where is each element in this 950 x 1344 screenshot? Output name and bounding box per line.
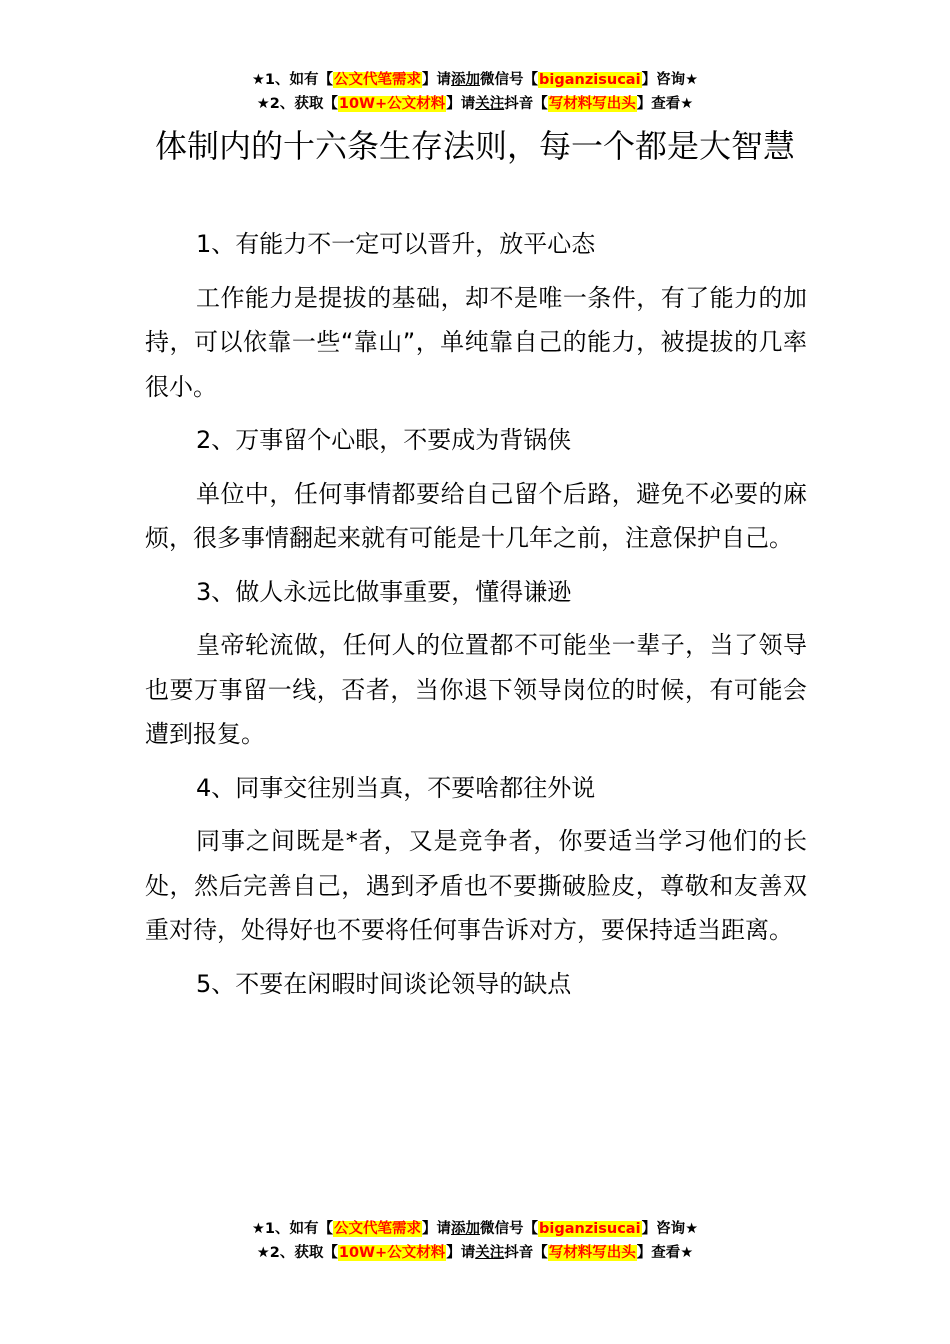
banner-line-1 (0, 1217, 950, 1241)
section-paragraph-2: 单位中，任何事情都要给自己留个后路，避免不必要的麻烦，很多事情翻起来就有可能是十几年之前，注意保护自己。 (145, 479, 807, 552)
document-body (145, 222, 807, 1015)
footer-banner (0, 1217, 950, 1265)
document-title: 体制内的十六条生存法则，每一个都是大智慧 (154, 127, 795, 165)
section-heading-5: 5、不要在闲暇时间谈论领导的缺点 (196, 969, 572, 998)
section-heading-4: 4、同事交往别当真，不要啥都往外说 (196, 773, 596, 802)
banner-text: 】请 (422, 72, 452, 88)
banner-text: ★1、如有【 (251, 1221, 334, 1237)
banner-line-2 (0, 92, 950, 116)
banner-text: 】请 (446, 1245, 476, 1261)
banner-text: 】请 (422, 1221, 452, 1237)
banner-text: 】查看★ (636, 1245, 694, 1261)
section-heading-1: 1、有能力不一定可以晋升，放平心态 (196, 230, 596, 258)
banner-underline-text: 关注 (475, 1245, 505, 1261)
highlight-service: 公文代笔需求 (334, 1221, 422, 1237)
banner-text: 】咨询★ (641, 1221, 699, 1237)
banner-text: 抖音【 (504, 1245, 548, 1261)
header-banner (0, 68, 950, 116)
banner-underline-text: 添加 (451, 72, 481, 88)
section-heading-3: 3、做人永远比做事重要，懂得谦逊 (196, 577, 572, 606)
banner-text: 】咨询★ (641, 72, 699, 88)
banner-text: 抖音【 (504, 96, 548, 112)
banner-line-1 (0, 68, 950, 92)
section-paragraph-3: 皇帝轮流做，任何人的位置都不可能坐一辈子，当了领导也要万事留一线，否者，当你退下领导岗位的时候，有可能会遭到报复。 (145, 631, 807, 748)
highlight-materials: 10W+公文材料 (338, 96, 446, 112)
section-heading-2: 2、万事留个心眼，不要成为背锅侠 (196, 426, 572, 454)
highlight-wechat-id: biganzisucai (539, 1221, 641, 1237)
highlight-service: 公文代笔需求 (334, 72, 422, 88)
banner-text: 微信号【 (480, 72, 539, 88)
highlight-materials: 10W+公文材料 (338, 1245, 446, 1261)
banner-underline-text: 关注 (475, 96, 505, 112)
banner-text: 微信号【 (480, 1221, 539, 1237)
highlight-douyin-account: 写材料写出头 (548, 96, 636, 112)
highlight-douyin-account: 写材料写出头 (548, 1245, 636, 1261)
banner-line-2 (0, 1241, 950, 1265)
banner-text: ★1、如有【 (251, 72, 334, 88)
banner-underline-text: 添加 (451, 1221, 481, 1237)
section-paragraph-4: 同事之间既是*者，又是竞争者，你要适当学习他们的长处，然后完善自己，遇到矛盾也不要撕破脸皮，尊敬和友善双重对待，处得好也不要将任何事告诉对方，要保持适当距离。 (145, 827, 807, 944)
banner-text: 】请 (446, 96, 476, 112)
banner-text: 】查看★ (636, 96, 694, 112)
section-paragraph-1: 工作能力是提拔的基础，却不是唯一条件，有了能力的加持，可以依靠一些“靠山”，单纯靠自己的能力，被提拔的几率很小。 (145, 283, 807, 401)
banner-text: ★2、获取【 (256, 1245, 338, 1261)
highlight-wechat-id: biganzisucai (539, 72, 641, 88)
banner-text: ★2、获取【 (256, 96, 338, 112)
